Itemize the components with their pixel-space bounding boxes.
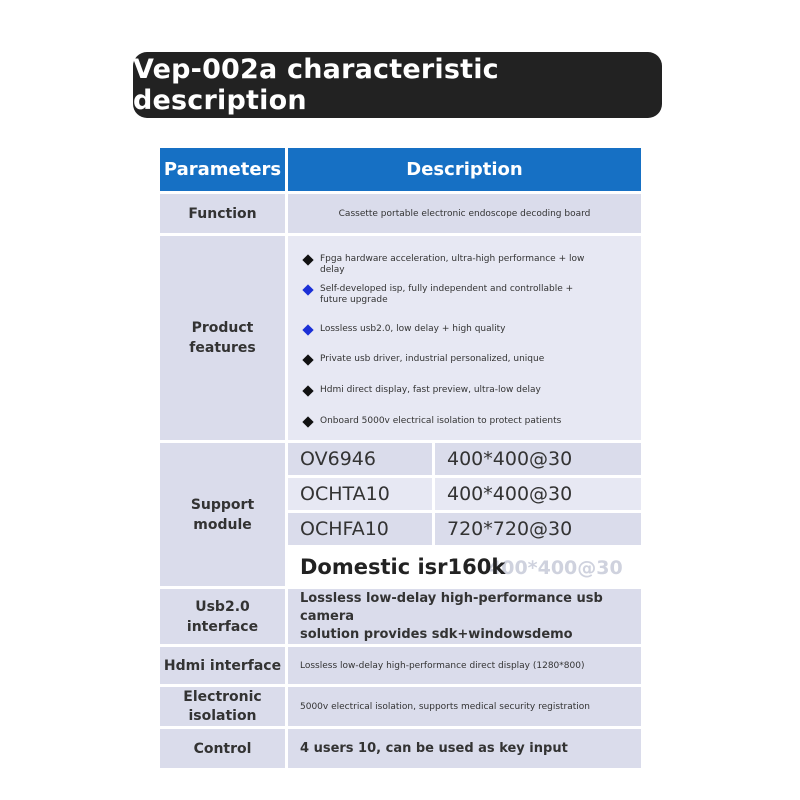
feature-text: Fpga hardware acceleration, ultra-high performance + low delay <box>320 254 585 275</box>
module-sensor: OV6946 <box>288 443 432 475</box>
usb-label-line1: Usb2.0 <box>195 598 250 615</box>
module-sensor: OCHFA10 <box>288 513 432 545</box>
feature-item <box>302 254 602 276</box>
header-parameters: Parameters <box>160 148 285 191</box>
usb-value-line1: Lossless low-delay high-performance usb camera <box>300 590 603 624</box>
module-domestic-resolution: 400*400@30 <box>488 557 623 579</box>
module-sensor: OCHTA10 <box>288 478 432 510</box>
features-label <box>160 236 285 440</box>
feature-text: Onboard 5000v electrical isolation to protect patients <box>320 416 562 426</box>
feature-item <box>302 416 602 427</box>
isolation-label <box>160 687 285 726</box>
features-list <box>288 236 641 440</box>
isolation-label-line2: isolation <box>188 707 257 724</box>
usb-label-line2: interface <box>186 618 259 635</box>
feature-text: Lossless usb2.0, low delay + high quality <box>320 324 506 334</box>
feature-text: Hdmi direct display, fast preview, ultra-low delay <box>320 385 541 395</box>
usb-label <box>160 589 285 644</box>
feature-text: Self-developed isp, fully independent and controllable + future upgrade <box>320 284 574 305</box>
feature-text: Private usb driver, industrial personalized, unique <box>320 354 545 364</box>
feature-item <box>302 354 602 365</box>
diamond-bullet-icon <box>302 385 313 396</box>
control-value: 4 users 10, can be used as key input <box>288 729 641 768</box>
diamond-bullet-icon <box>302 254 313 265</box>
function-value: Cassette portable electronic endoscope decoding board <box>288 194 641 233</box>
features-label-line2: features <box>189 340 256 356</box>
module-resolution: 400*400@30 <box>435 478 641 510</box>
support-label-line2: module <box>193 516 252 533</box>
spec-table <box>160 148 641 768</box>
isolation-value: 5000v electrical isolation, supports medical security registration <box>288 687 641 726</box>
header-description: Description <box>288 148 641 191</box>
module-resolution: 400*400@30 <box>435 443 641 475</box>
isolation-label-line1: Electronic <box>183 688 262 705</box>
page-title: Vep-002a characteristic description <box>133 52 662 118</box>
hdmi-value: Lossless low-delay high-performance direct display (1280*800) <box>288 647 641 684</box>
diamond-bullet-icon <box>302 354 313 365</box>
support-label <box>160 443 285 586</box>
feature-item <box>302 385 602 396</box>
control-label: Control <box>160 729 285 768</box>
module-domestic <box>288 548 641 586</box>
module-resolution: 720*720@30 <box>435 513 641 545</box>
diamond-bullet-icon <box>302 324 313 335</box>
diamond-bullet-icon <box>302 284 313 295</box>
feature-item <box>302 324 602 335</box>
usb-value <box>288 589 641 644</box>
diamond-bullet-icon <box>302 416 313 427</box>
hdmi-label: Hdmi interface <box>160 647 285 684</box>
module-domestic-name: Domestic isr160k <box>300 555 506 579</box>
features-label-line1: Product <box>191 320 254 336</box>
feature-item <box>302 284 602 306</box>
support-label-line1: Support <box>190 496 255 513</box>
usb-value-line2: solution provides sdk+windowsdemo <box>300 626 573 642</box>
function-label: Function <box>160 194 285 233</box>
